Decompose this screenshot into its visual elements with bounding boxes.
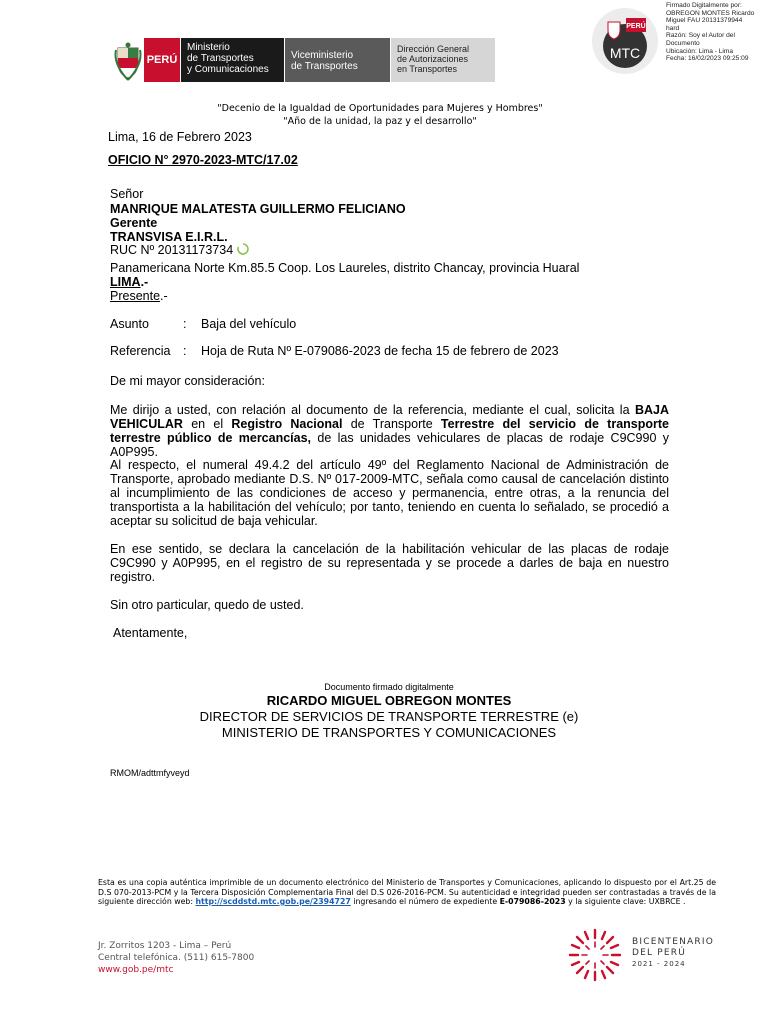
sig-line: Razón: Soy el Autor del <box>666 32 735 40</box>
peru-label: PERÚ <box>146 54 178 66</box>
website-link[interactable]: www.gob.pe/mtc <box>98 965 174 975</box>
sig-line: Fecha: 16/02/2023 09:25:09 <box>666 55 749 63</box>
bicentenario-logo-icon <box>566 926 624 984</box>
dir-line3: en Transportes <box>397 64 458 74</box>
asunto-label: Asunto <box>110 317 149 331</box>
verification-link[interactable]: http://scddstd.mtc.gob.pe/2394727 <box>195 897 351 906</box>
footer-address <box>98 940 254 976</box>
p1-g: de las unidades vehiculares de placas de rodaje C9C990 y A0P995. <box>110 431 669 459</box>
recipient-company: TRANSVISA E.I.R.L. <box>110 230 228 244</box>
p1-baja-vehicular: BAJA VEHICULAR <box>110 403 669 431</box>
note-c: y la siguiente clave: UXBRCE . <box>565 897 686 906</box>
signed-note: Documento firmado digitalmente <box>324 682 454 692</box>
recipient-ruc <box>110 243 249 257</box>
letter-date: Lima, 16 de Febrero 2023 <box>108 130 252 144</box>
salutation: Señor <box>110 187 144 201</box>
referencia-value: Hoja de Ruta Nº E-079086-2023 de fecha 15 de febrero de 2023 <box>201 344 559 358</box>
sig-line: hard <box>666 24 680 32</box>
decenio-line1: "Decenio de la Igualdad de Oportunidades para Mujeres y Hombres" <box>217 103 543 114</box>
ministry-line3: y Comunicaciones <box>187 64 269 75</box>
paragraph-2: Al respecto, el numeral 49.4.2 del artículo 49º del Reglamento Nacional de Administración de Transporte, aprobado mediante D.S. Nº 017-2009-MTC, señala como causal de cancelación distinto al incumplimiento de las condiciones de acceso y permanencia, entre otras, a la renuncia del transportista a la habilitación del vehículo; por tanto, teniendo en cuenta lo señalado, se procedió a aceptar su solicitud de baja vehicular. <box>110 458 669 528</box>
dir-line1: Dirección General <box>397 44 470 54</box>
presente-text: Presente <box>110 289 161 303</box>
recipient-name: MANRIQUE MALATESTA GUILLERMO FELICIANO <box>110 202 406 216</box>
mtc-seal-icon <box>590 6 660 76</box>
p1-e: de Transporte <box>342 417 441 431</box>
ministry-line2: de Transportes <box>187 53 254 64</box>
address-line2: Central telefónica. (511) 615-7800 <box>98 953 255 963</box>
p1-c: en el <box>182 417 232 431</box>
signer-position: DIRECTOR DE SERVICIOS DE TRANSPORTE TERRESTRE (e) <box>199 709 579 724</box>
seal-peru-text: PERÚ <box>626 23 646 30</box>
ruc-text: RUC Nº 20131173734 <box>110 243 234 257</box>
paragraph-1 <box>110 403 669 459</box>
oficio-number: OFICIO N° 2970-2023-MTC/17.02 <box>108 153 298 167</box>
peru-brand-box <box>144 38 180 82</box>
reference-initials: RMOM/adttmfyveyd <box>110 768 190 778</box>
address-line1: Jr. Zorritos 1203 - Lima – Perú <box>98 941 232 951</box>
sig-line: Ubicación: Lima - Lima <box>666 47 734 55</box>
recipient-title: Gerente <box>110 216 158 230</box>
direction-brand-box <box>391 38 495 82</box>
authenticity-note <box>98 878 716 907</box>
loading-spinner-icon <box>237 243 249 255</box>
note-b: ingresando el número de expediente <box>350 897 500 906</box>
bicen-line2: DEL PERÚ <box>632 948 687 958</box>
closing-2: Atentamente, <box>113 626 188 640</box>
p1-servicio: Terrestre del servicio de transporte terrestre público de mercancías, <box>110 417 669 445</box>
p1-registro-nacional: Registro Nacional <box>231 417 343 431</box>
signer-ministry: MINISTERIO DE TRANSPORTES Y COMUNICACIONES <box>221 725 557 740</box>
asunto-value: Baja del vehículo <box>201 317 297 331</box>
asunto-colon: : <box>183 317 187 331</box>
seal-mtc-text: MTC <box>609 45 641 61</box>
decenio-line2: "Año de la unidad, la paz y el desarrollo" <box>283 116 477 127</box>
bicen-years: 2021 - 2024 <box>632 960 686 968</box>
referencia-colon: : <box>183 344 187 358</box>
decenio-header <box>130 102 630 128</box>
sig-line: Documento <box>666 39 700 47</box>
paragraph-3: En ese sentido, se declara la cancelación de la habilitación vehicular de las placas de rodaje C9C990 y A0P995, en el registro de su representada y se procede a darles de baja en nuestro registro. <box>110 542 669 584</box>
ministry-line1: Ministerio <box>187 42 230 53</box>
presente-suffix: .- <box>160 289 168 303</box>
p1-a: Me dirijo a usted, con relación al documento de la referencia, mediante el cual, solicita la <box>110 403 635 417</box>
presente <box>110 289 168 303</box>
sig-line: OBREGON MONTES Ricardo <box>666 9 755 17</box>
vice-line1: Viceministerio <box>291 50 354 61</box>
city-suffix: .- <box>140 275 149 289</box>
digital-signature-info <box>666 2 766 63</box>
viceministry-brand-box <box>285 38 390 82</box>
bicentenario-text <box>632 937 714 970</box>
referencia-label: Referencia <box>110 344 171 358</box>
closing-1: Sin otro particular, quedo de usted. <box>110 598 304 612</box>
recipient-city <box>110 275 148 289</box>
ministry-brand-box <box>181 38 284 82</box>
sig-line: Miguel FAU 20131379944 <box>666 17 743 25</box>
bicen-line1: BICENTENARIO <box>632 937 714 947</box>
city-name: LIMA <box>110 275 141 289</box>
dir-line2: de Autorizaciones <box>397 54 469 64</box>
sig-line: Firmado Digitalmente por: <box>666 2 742 9</box>
expediente-number: E-079086-2023 <box>499 897 566 906</box>
peru-coat-of-arms-icon <box>113 42 143 82</box>
greeting: De mi mayor consideración: <box>110 374 265 388</box>
vice-line2: de Transportes <box>291 61 358 72</box>
note-a: Esta es una copia auténtica imprimible de un documento electrónico del Ministerio de Transportes y Comunicaciones, aplicando lo dispuesto por el Art.25 de D.S 070-2013-PCM y la Tercera Disposición Complementaria Final del D.S 026-2016-PCM. Su autenticidad e integridad pueden ser contrastadas a través de la siguiente dirección web: <box>98 878 716 906</box>
recipient-address: Panamericana Norte Km.85.5 Coop. Los Laureles, distrito Chancay, provincia Huaral <box>110 261 580 275</box>
signer-name: RICARDO MIGUEL OBREGON MONTES <box>266 693 512 708</box>
